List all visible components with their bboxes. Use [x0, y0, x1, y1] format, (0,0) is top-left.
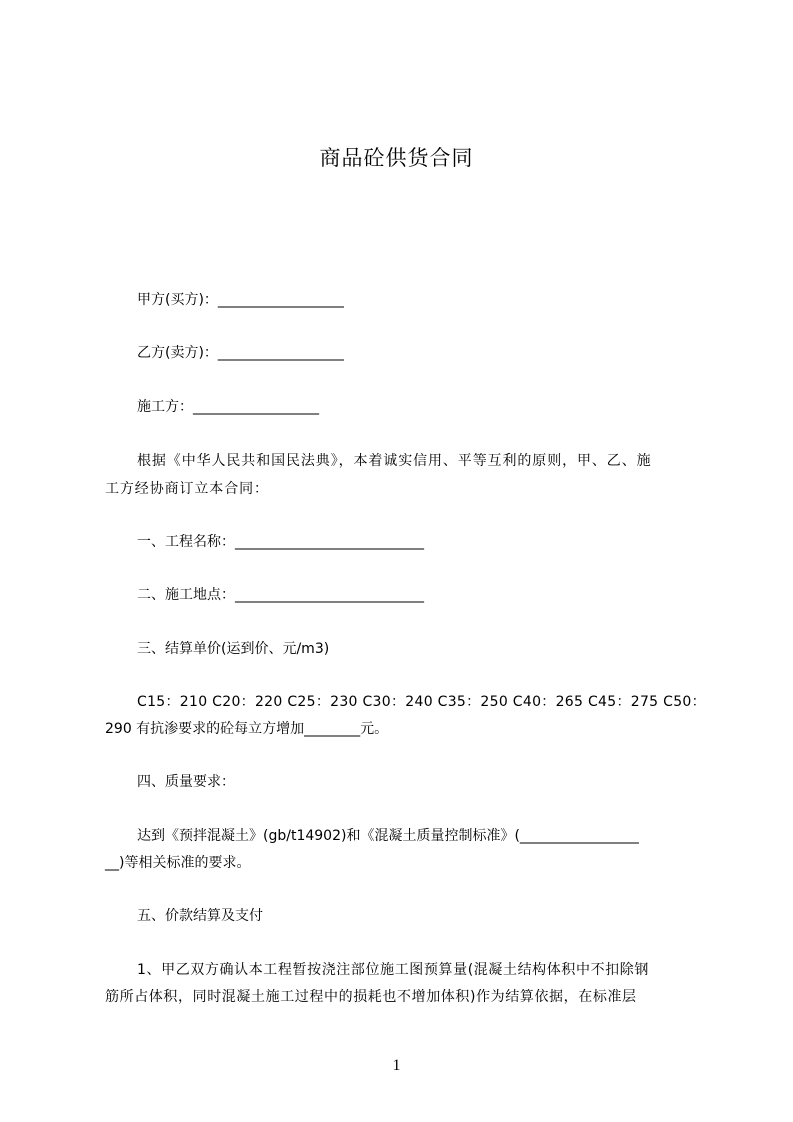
prices-line-2: 290 有抗渗要求的砼每立方增加________元。 — [105, 721, 389, 737]
quality-line-2: __)等相关标准的要求。 — [105, 855, 251, 871]
quality-line-1: 达到《预拌混凝土》(gb/t14902)和《混凝土质量控制标准》(_________________ — [137, 828, 639, 844]
preamble-line-1: 根据《中华人民共和国民法典》，本着诚实信用、平等互利的原则，甲、乙、施 — [137, 453, 652, 469]
clause-1-line-2: 筋所占体积，同时混凝土施工过程中的损耗也不增加体积)作为结算依据，在标准层 — [105, 989, 637, 1005]
section-quality-requirements: 四、质量要求： — [137, 774, 235, 790]
construction-party-line: 施工方：__________________ — [137, 399, 319, 415]
section-payment: 五、价款结算及支付 — [137, 908, 263, 924]
party-b-line: 乙方(卖方)：__________________ — [137, 345, 344, 361]
page-title: 商品砼供货合同 — [319, 146, 474, 170]
party-a-line: 甲方(买方)：__________________ — [137, 292, 344, 308]
page-number: 1 — [392, 1057, 401, 1074]
prices-line-1: C15：210 C20：220 C25：230 C30：240 C35：250 C40：265 C45：275 C50： — [137, 694, 706, 710]
preamble-line-2: 工方经协商订立本合同： — [105, 481, 269, 497]
clause-1-line-1: 1、甲乙双方确认本工程暂按浇注部位施工图预算量(混凝土结构体积中不扣除钢 — [137, 962, 649, 978]
section-construction-site: 二、施工地点：___________________________ — [137, 587, 424, 603]
section-settlement-price: 三、结算单价(运到价、元/m3) — [137, 641, 330, 657]
section-project-name: 一、工程名称：___________________________ — [137, 534, 424, 550]
